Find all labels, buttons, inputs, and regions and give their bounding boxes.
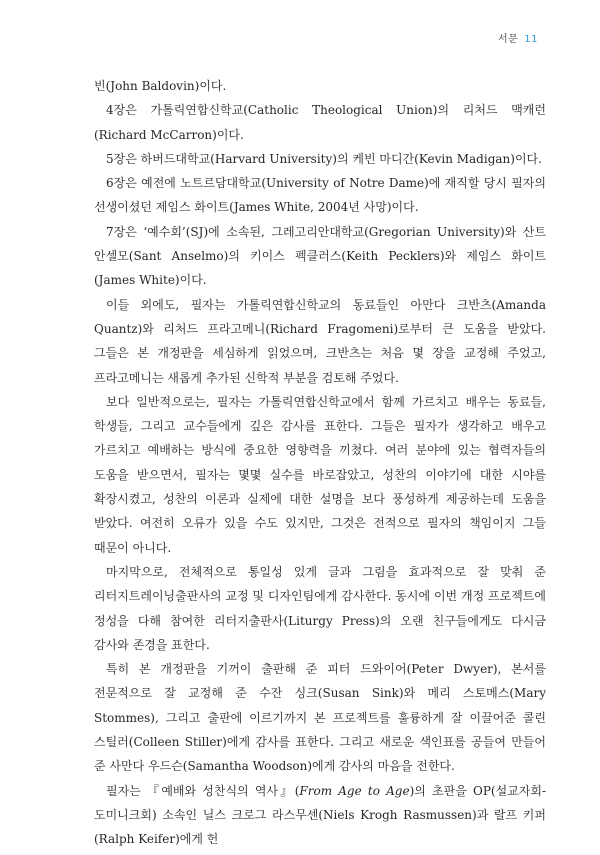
paragraph: 보다 일반적으로는, 필자는 가톨릭연합신학교에서 함께 가르치고 배우는 동료들, 학생들, 그리고 교수들에게 깊은 감사를 표한다. 그들은 필자가 생각하고 배우고 가르치고 예배하는 방식에 중요한 영향력을 끼쳤다. 여러 분야에 있는 협력자들의 도움을 받으면서, 필자는 몇몇 실수를 바로잡았고, 성찬의 이야기에 대한 시야를 확장시켰고, 성찬의 이론과 실제에 대한 설명을 보다 풍성하게 제공하는데 도움을 받았다. 여전히 오류가 있을 수도 있지만, 그것은 전적으로 필자의 책임이지 그들 때문이 아니다. (94, 394, 546, 555)
paragraph-last (94, 779, 546, 852)
paragraph: 특히 본 개정판을 기꺼이 출판해 준 피터 드와이어(Peter Dwyer), 본서를 전문적으로 잘 교정해 준 수잔 싱크(Susan Sink)와 메리 스토메스(Mary Stommes), 그리고 출판에 이르기까지 본 프로젝트를 훌륭하게 잘 이끌어준 콜린 스틸러(Colleen Stiller)에게 감사를 표한다. 그리고 새로운 색인표를 공들여 만들어 준 사만다 우드슨(Samantha Woodson)에게 감사의 마음을 전한다. (94, 662, 546, 774)
paragraph: 6장은 예전에 노트르담대학교(University of Notre Dame)에 재직할 당시 필자의 선생이셨던 제임스 화이트(James White, 2004년 사망)이다. (94, 176, 546, 215)
book-title-italic: From Age to Age (299, 783, 410, 798)
text-run: 필자는 『예배와 성찬식의 역사』( (106, 783, 300, 798)
body-text (94, 74, 546, 852)
paragraph: 이들 외에도, 필자는 가톨릭연합신학교의 동료들인 아만다 크반츠(Amanda Quantz)와 리처드 프라고메니(Richard Fragomeni)로부터 큰 도움을 받았다. 그들은 본 개정판을 세심하게 읽었으며, 크반츠는 처음 몇 장을 교정해 주었고, 프라고메니는 새롭게 추가된 신학적 부분을 검토해 주었다. (94, 297, 546, 385)
section-title: 서문 (497, 34, 519, 45)
paragraph: 4장은 가톨릭연합신학교(Catholic Theological Union)의 리처드 맥캐런(Richard McCarron)이다. (94, 103, 546, 142)
text-run: )의 초판을 OP(설교자회-도미니크회) 소속인 닐스 크로그 라스무센(Niels Krogh Rasmussen)과 랄프 키퍼(Ralph Keifer)에게 헌 (94, 783, 547, 847)
paragraph: 마지막으로, 전체적으로 통일성 있게 글과 그림을 효과적으로 잘 맞춰 준 리터지트레이닝출판사의 교정 및 디자인팀에게 감사한다. 동시에 이번 개정 프로젝트에 정성을 다해 참여한 리터지출판사(Liturgy Press)의 오랜 친구들에게도 다시금 감사와 존경을 표한다. (94, 564, 546, 652)
paragraph: 5장은 하버드대학교(Harvard University)의 케빈 마디간(Kevin Madigan)이다. (106, 151, 542, 166)
paragraph-continuation: 빈(John Baldovin)이다. (94, 79, 227, 93)
paragraph: 7장은 ‘예수회’(SJ)에 소속된, 그레고리안대학교(Gregorian University)와 산트 안셀모(Sant Anselmo)의 키이스 펙클러스(Keith Pecklers)와 제임스 화이트(James White)이다. (94, 224, 546, 288)
page-number: 11 (524, 34, 538, 45)
running-head (498, 30, 538, 45)
